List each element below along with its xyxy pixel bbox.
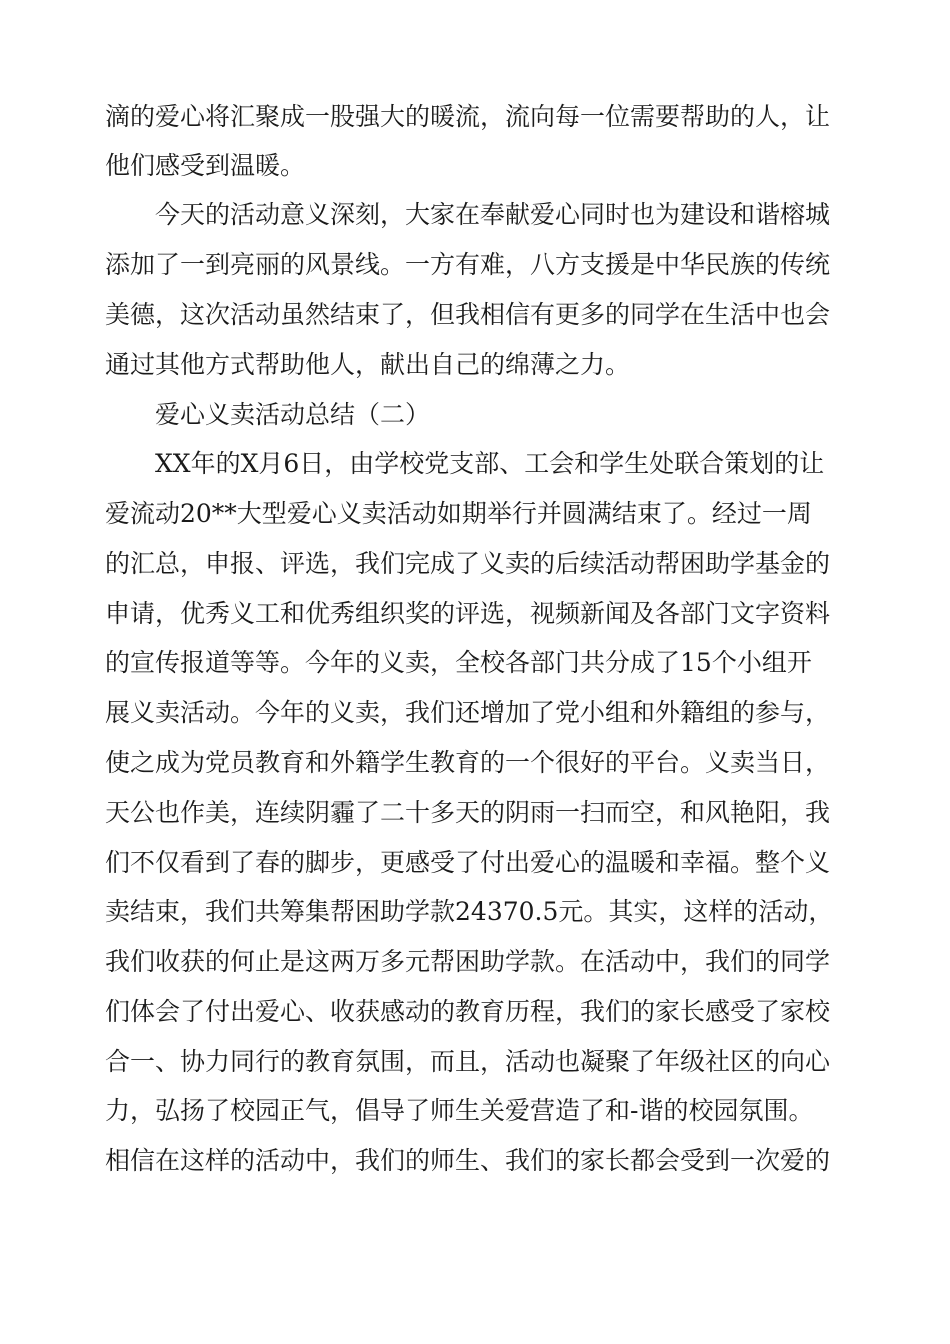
text-line: 今天的活动意义深刻，大家在奉献爱心同时也为建设和谐榕城 (105, 200, 831, 229)
text-line: 展义卖活动。今年的义卖，我们还增加了党小组和外籍组的参与， (105, 698, 831, 727)
text-line: 们体会了付出爱心、收获感动的教育历程，我们的家长感受了家校 (105, 997, 831, 1026)
text-line: 他们感受到温暖。 (105, 151, 306, 180)
text-line: 相信在这样的活动中，我们的师生、我们的家长都会受到一次爱的 (105, 1146, 831, 1175)
text-line: 滴的爱心将汇聚成一股强大的暖流，流向每一位需要帮助的人，让 (105, 102, 831, 131)
text-line: 卖结束，我们共筹集帮困助学款24370.5元。其实，这样的活动， (105, 897, 834, 926)
text-line: 通过其他方式帮助他人，献出自己的绵薄之力。 (105, 350, 631, 379)
text-line: 添加了一到亮丽的风景线。一方有难，八方支援是中华民族的传统 (105, 250, 831, 279)
section-heading: 爱心义卖活动总结（二） (105, 400, 431, 429)
text-line: 们不仅看到了春的脚步，更感受了付出爱心的温暖和幸福。整个义 (105, 848, 831, 877)
text-line: 我们收获的何止是这两万多元帮困助学款。在活动中，我们的同学 (105, 947, 831, 976)
text-line: 天公也作美，连续阴霾了二十多天的阴雨一扫而空，和风艳阳，我 (105, 798, 831, 827)
text-line: 美德，这次活动虽然结束了，但我相信有更多的同学在生活中也会 (105, 300, 831, 329)
text-line: 爱流动20**大型爱心义卖活动如期举行并圆满结束了。经过一周 (105, 499, 812, 528)
text-line: 合一、协力同行的教育氛围，而且，活动也凝聚了年级社区的向心 (105, 1047, 831, 1076)
text-line: 使之成为党员教育和外籍学生教育的一个很好的平台。义卖当日， (105, 748, 831, 777)
text-line: XX年的X月6日，由学校党支部、工会和学生处联合策划的让 (105, 449, 825, 478)
text-line: 的汇总，申报、评选，我们完成了义卖的后续活动帮困助学基金的 (105, 549, 831, 578)
text-line: 力，弘扬了校园正气，倡导了师生关爱营造了和-谐的校园氛围。 (105, 1096, 814, 1125)
text-line: 的宣传报道等等。今年的义卖，全校各部门共分成了15个小组开 (105, 648, 812, 677)
text-line: 申请，优秀义工和优秀组织奖的评选，视频新闻及各部门文字资料 (105, 599, 831, 628)
